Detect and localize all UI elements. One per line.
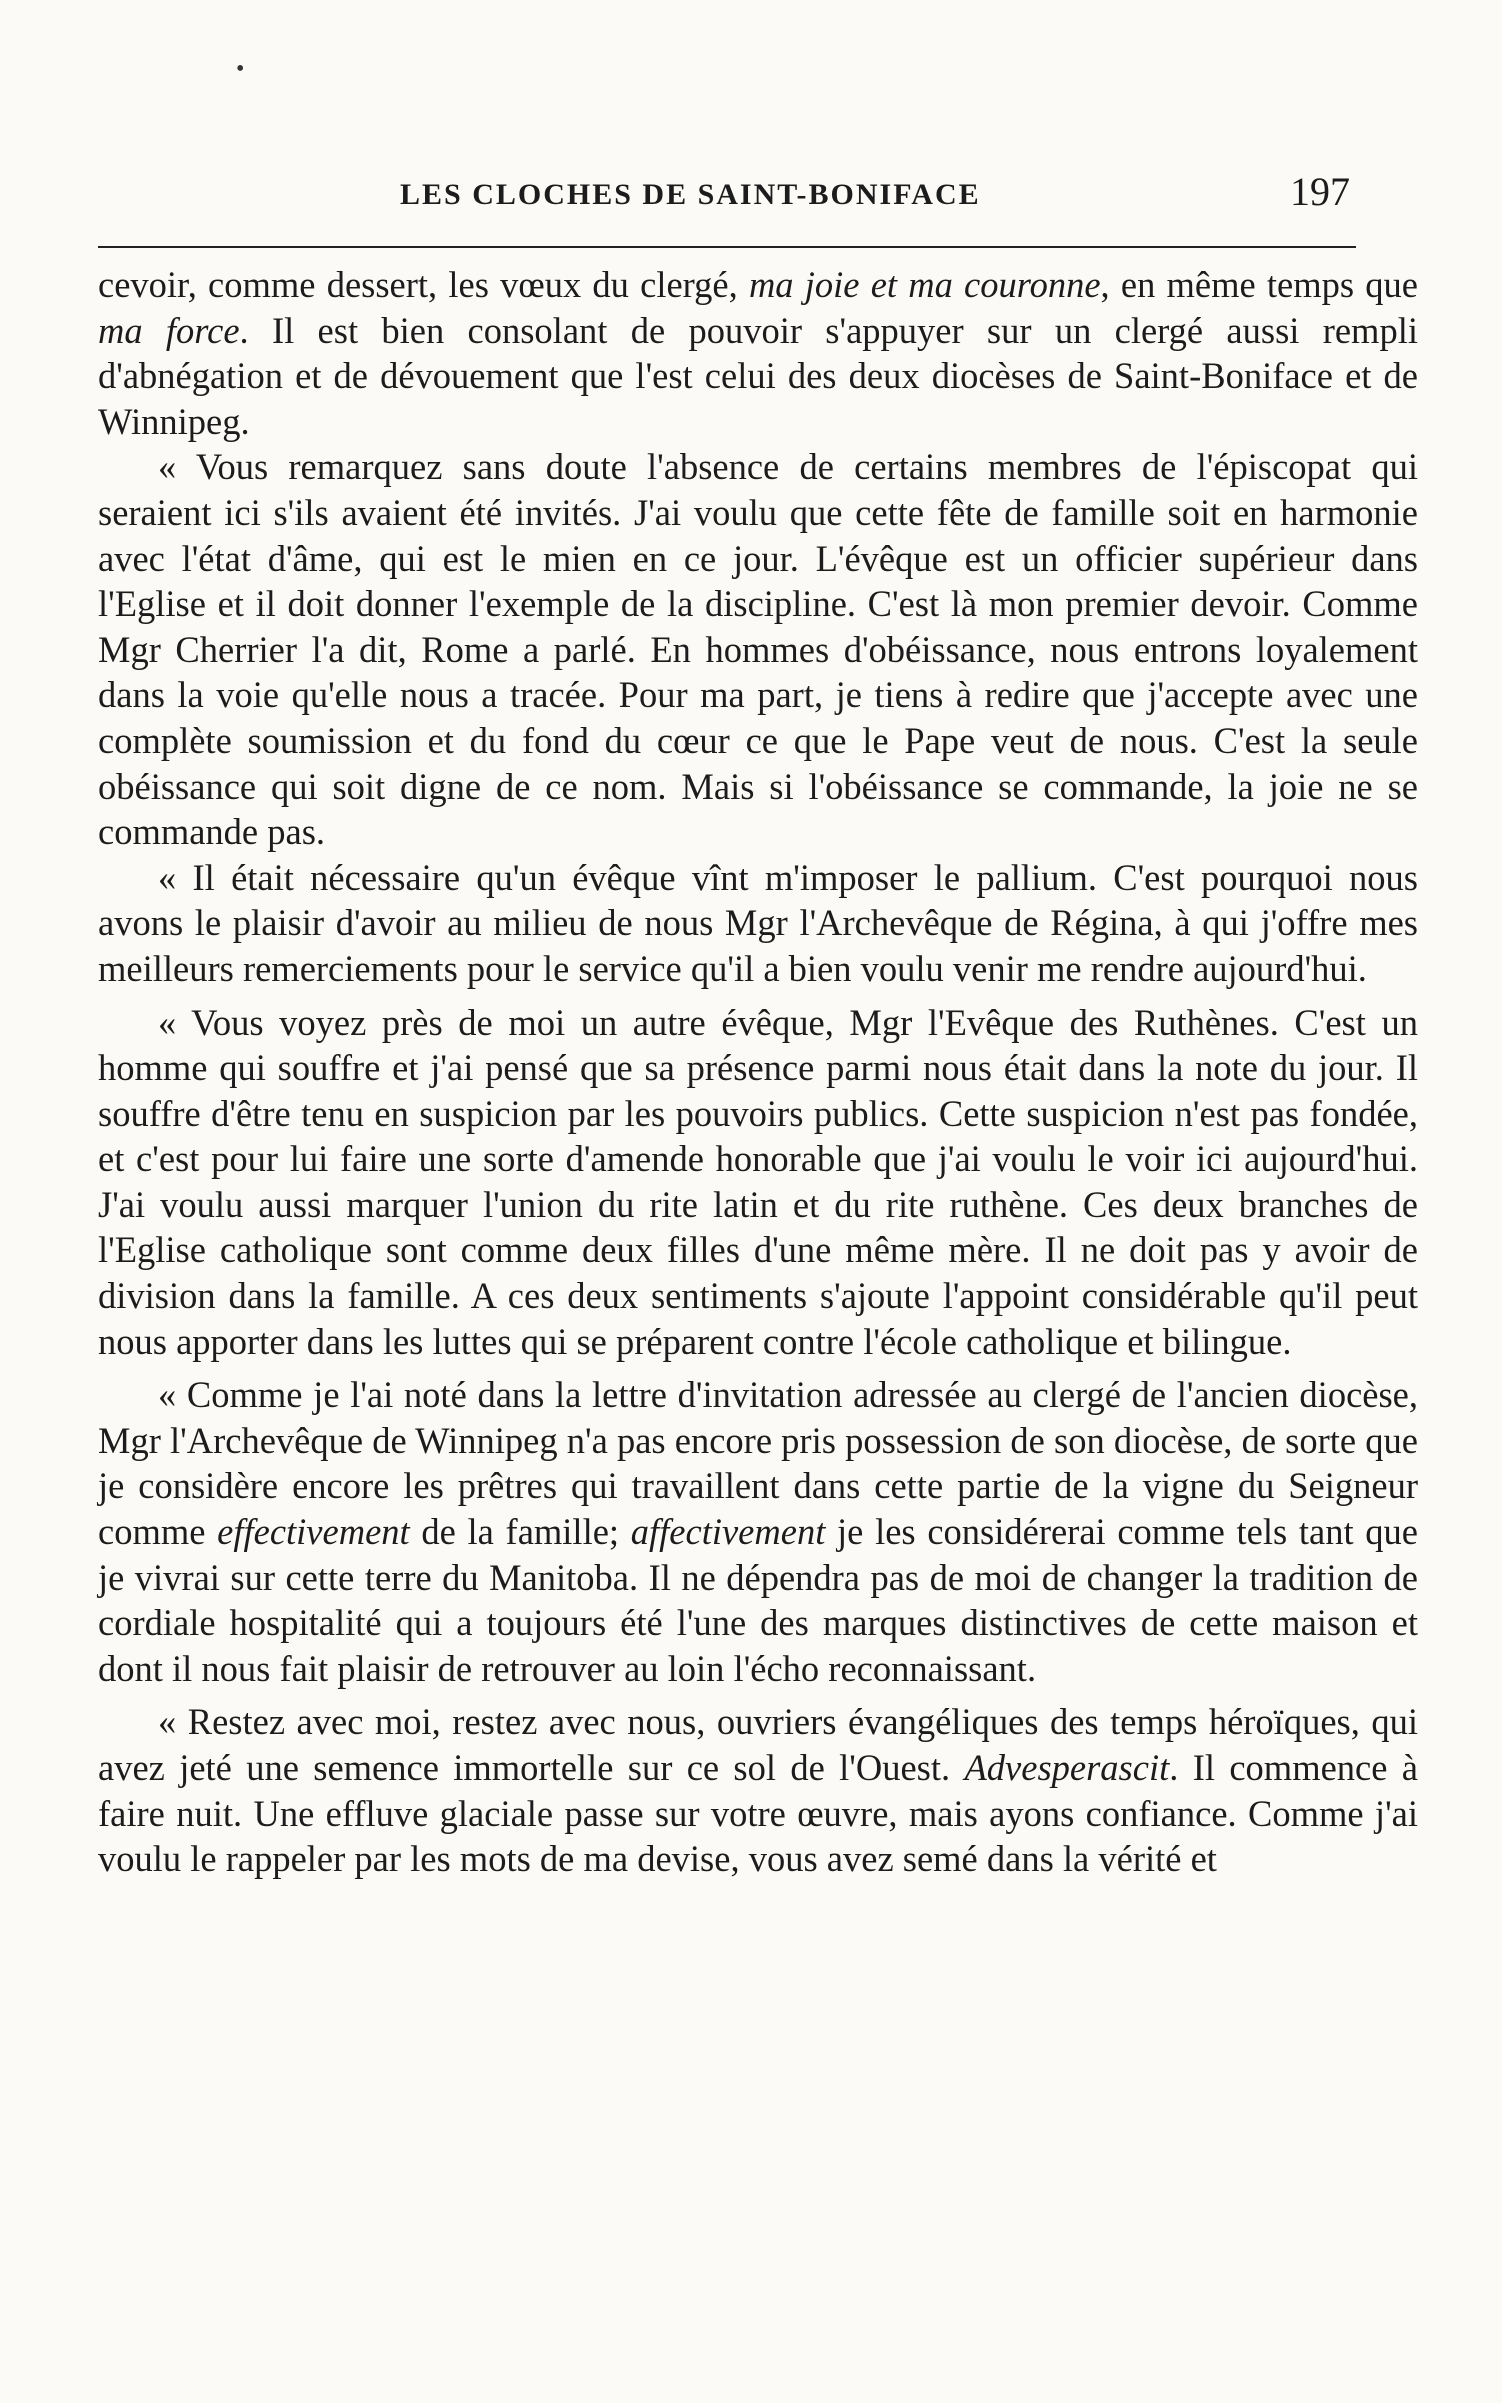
paragraph [98, 1372, 1418, 1691]
ink-speck: • [236, 56, 245, 82]
paragraph-text: « Restez avec moi, restez avec nous, ouvriers évangéliques des temps héroïques, qui avez jeté une semence immortelle sur ce sol de l'Ouest. [98, 1701, 1418, 1788]
paragraph-text: de la famille; [409, 1511, 631, 1553]
page-number: 197 [1290, 169, 1350, 214]
paragraph: « Il était nécessaire qu'un évêque vînt m'imposer le pallium. C'est pourquoi nous avons le plaisir d'avoir au milieu de nous Mgr l'Archevêque de Régina, à qui j'offre mes meilleurs remerciements pour le service qu'il a bien voulu venir me rendre aujourd'hui. [98, 856, 1418, 989]
paragraph [98, 1699, 1418, 1881]
italic-phrase: ma force [98, 309, 240, 351]
body-text [98, 262, 1418, 1882]
paragraph [98, 262, 1418, 444]
italic-phrase: effectivement [217, 1511, 410, 1553]
paragraph-text: , en même temps que [1100, 264, 1418, 305]
paragraph: « Vous voyez près de moi un autre évêque, Mgr l'Evêque des Ruthènes. C'est un homme qui souffre et j'ai pensé que sa présence parmi nous était dans la note du jour. Il souffre d'être tenu en suspicion par les pouvoirs publics. Cette suspicion n'est pas fondée, et c'est pour lui faire une sorte d'amende honorable que j'ai voulu le voir ici aujourd'hui. J'ai voulu aussi marquer l'union du rite latin et du rite ruthène. Ces deux branches de l'Eglise catholique sont comme deux filles d'une même mère. Il ne doit pas y avoir de division dans la famille. A ces deux sentiments s'ajoute l'appoint considérable qu'il peut nous apporter dans les luttes qui se préparent contre l'école catholique et bilingue. [98, 1001, 1418, 1362]
running-title: LES CLOCHES DE SAINT-BONIFACE [400, 178, 981, 211]
italic-phrase: Advesperascit [964, 1747, 1170, 1788]
paragraph-text: « Comme je l'ai noté dans la lettre d'invitation adressée au clergé de l'ancien diocèse, Mgr l'Archevêque de Winnipeg n'a pas encore pris possession de son diocèse, de sorte que je considère encore les prêtres qui travaillent dans cette partie de la vigne du Seigneur comme [98, 1374, 1418, 1553]
paragraph-text: je les considérerai comme tels tant que je vivrai sur cette terre du Manitoba. Il ne dépendra pas de moi de changer la tradition de cordiale hospitalité qui a toujours été l'une des marques distinctives de cette maison et dont il nous fait plaisir de retrouver au loin l'écho reconnaissant. [98, 1511, 1418, 1689]
header-rule [98, 246, 1356, 248]
italic-phrase: ma joie et ma couronne [748, 264, 1101, 305]
paragraph-text: . Il est bien consolant de pouvoir s'appuyer sur un clergé aussi rempli d'abnégation et de dévouement que l'est celui des deux diocèses de Saint-Boniface et de Winnipeg. [98, 309, 1418, 442]
paragraph: « Vous remarquez sans doute l'absence de certains membres de l'épiscopat qui seraient ici s'ils avaient été invités. J'ai voulu que cette fête de famille soit en harmonie avec l'état d'âme, qui est le mien en ce jour. L'évêque est un officier supérieur dans l'Eglise et il doit donner l'exemple de la discipline. C'est là mon premier devoir. Comme Mgr Cherrier l'a dit, Rome a parlé. En hommes d'obéissance, nous entrons loyalement dans la voie qu'elle nous a tracée. Pour ma part, je tiens à redire que j'accepte avec une complète soumission et du fond du cœur ce que le Pape veut de nous. C'est la seule obéissance qui soit digne de ce nom. Mais si l'obéissance se commande, la joie ne se commande pas. [98, 446, 1418, 853]
italic-phrase: affectivement [630, 1511, 826, 1553]
paragraph-text: cevoir, comme dessert, les vœux du clergé, [98, 264, 749, 305]
paragraph-text: . Il commence à faire nuit. Une effluve glaciale passe sur votre œuvre, mais ayons confiance. Comme j'ai voulu le rappeler par les mots de ma devise, vous avez semé dans la vérité et [98, 1747, 1418, 1880]
